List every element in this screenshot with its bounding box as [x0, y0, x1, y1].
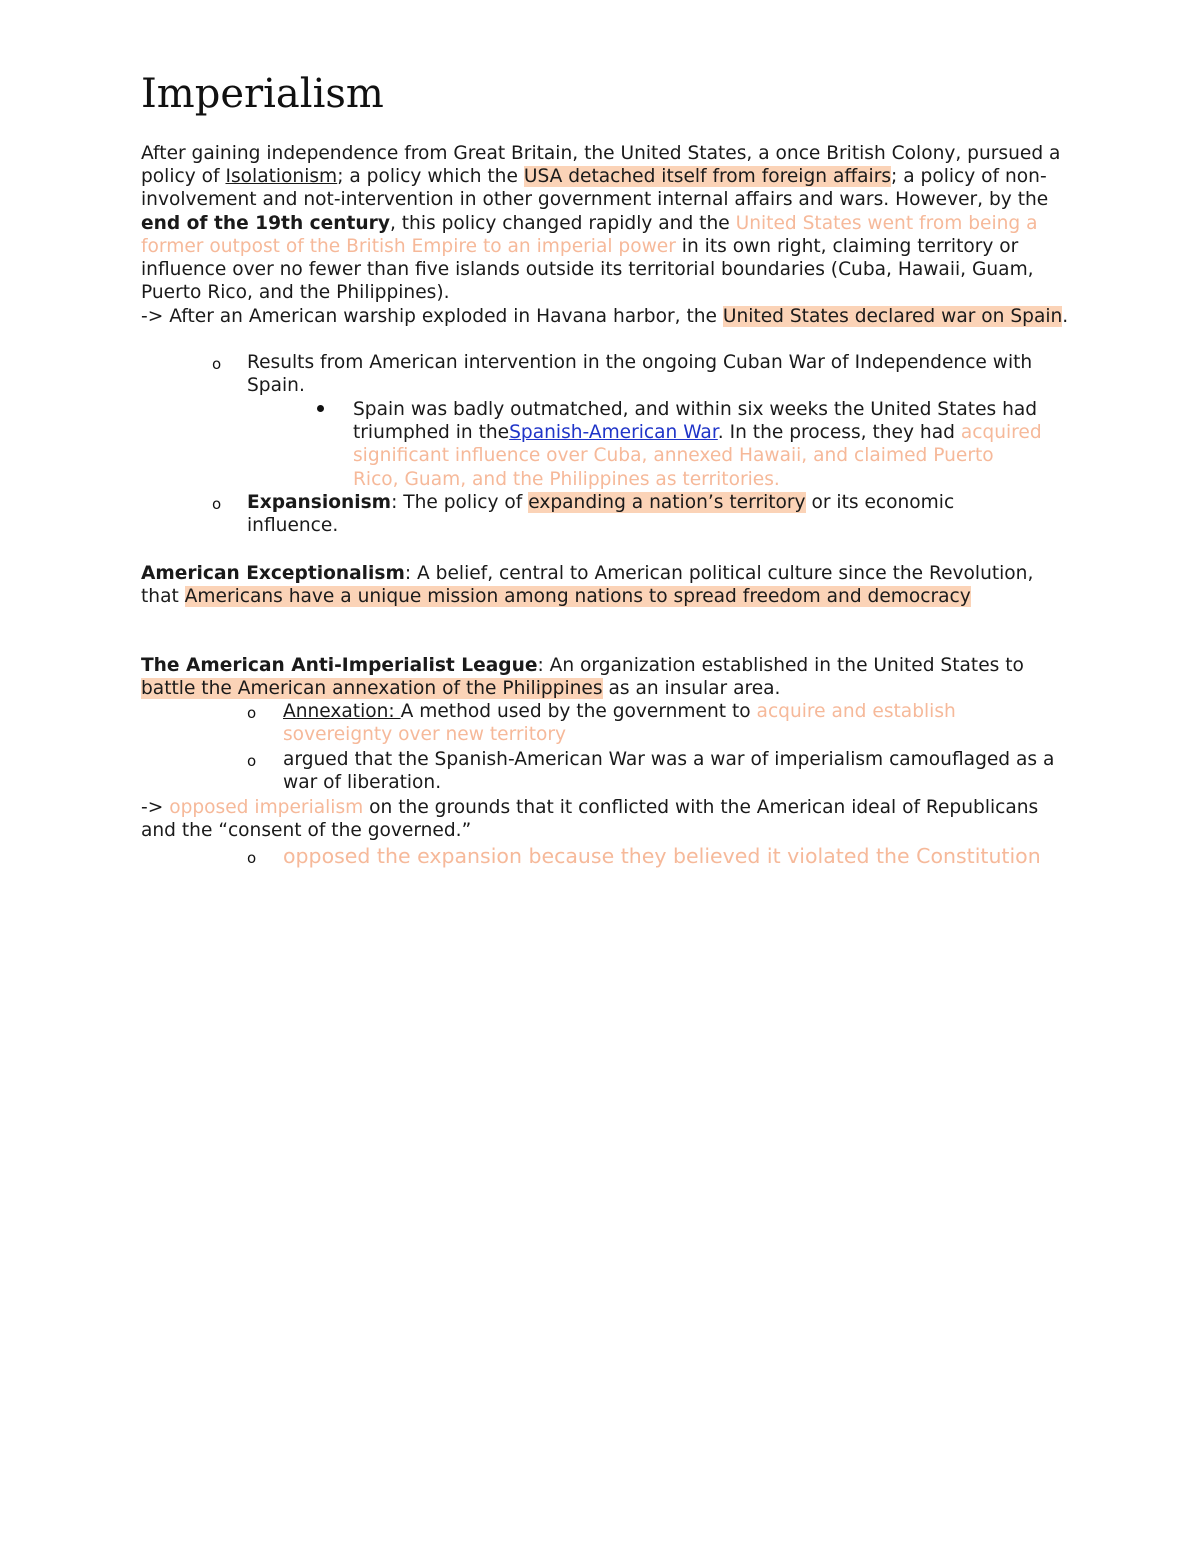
arrow-paragraph-warship: [141, 305, 1071, 328]
bullet-marker: o: [247, 849, 257, 867]
spanish-american-war-link[interactable]: Spanish-American War: [509, 422, 718, 444]
anti-imperialist-league-paragraph: [141, 654, 1066, 700]
text-run: A method used by the government to: [400, 701, 757, 722]
text-run: Spain was badly outmatched, and within six weeks the United States had triumphed in the: [353, 399, 1038, 444]
intro-paragraph: [141, 142, 1071, 304]
text-run: -> After an American warship exploded in Havana harbor, the: [141, 306, 723, 327]
bullet-marker: o: [247, 752, 257, 770]
highlight-battle-annexation: battle the American annexation of the Philippines: [141, 678, 603, 700]
peach-opposed-imperialism: opposed imperialism: [169, 797, 364, 818]
text-run: ; a policy which the: [337, 166, 524, 188]
arrow-paragraph-opposed: [141, 796, 1041, 842]
bullet-marker: o: [247, 704, 257, 722]
highlight-expanding-territory: expanding a nation’s territory: [528, 492, 806, 513]
text-run: . In the process, they had: [717, 422, 961, 444]
annexation-term: Annexation:: [283, 701, 401, 722]
bullet-expansionism: [247, 491, 1037, 537]
text-run: ; a policy of non-involvement and not-intervention in other government internal affairs and wars. However, by the: [141, 166, 1049, 211]
bullet-cuban-war: Results from American intervention in the ongoing Cuban War of Independence with Spain.: [247, 352, 1033, 397]
text-run: on the grounds that it conflicted with the American ideal of Republicans and the “consent of the governed.”: [141, 797, 1039, 842]
text-run: After gaining independence from Great Britain, the United States, a once British Colony, pursued a policy of: [141, 143, 1061, 188]
text-run: ->: [141, 797, 170, 818]
text-run: .: [1062, 306, 1069, 327]
text-run: in its own right, claiming territory or influence over no fewer than five islands outside its territorial boundaries (Cuba, Hawaii, Guam, Puerto Rico, and the Philippines).: [141, 235, 1034, 304]
text-run: or its economic influence.: [247, 492, 955, 537]
text-run: : The policy of: [391, 492, 529, 513]
bullet-argued-war: argued that the Spanish-American War was a war of imperialism camouflaged as a war of liberation.: [283, 749, 1055, 794]
highlight-declared-war: United States declared war on Spain: [722, 306, 1063, 327]
bullet-annexation: [283, 700, 1063, 746]
document-title: Imperialism: [141, 71, 384, 117]
expansionism-term: Expansionism: [247, 492, 392, 513]
peach-acquired-influence: acquired significant influence over Cuba, annexed Hawaii, and claimed Puerto Rico, Guam, and the Philippines as territories.: [353, 422, 1042, 490]
bullet-dot-icon: [317, 405, 324, 412]
bullet-marker: o: [212, 355, 222, 373]
peach-imperial-power: United States went from being a former outpost of the British Empire to an imperial power: [141, 212, 1038, 257]
bullet-marker: o: [212, 495, 222, 513]
text-run: : A belief, central to American political culture since the Revolution, that: [141, 563, 1034, 608]
bullet-opposed-expansion: opposed the expansion because they believed it violated the Constitution: [283, 844, 1041, 868]
american-exceptionalism-paragraph: [141, 562, 1041, 608]
text-run: as an insular area.: [602, 678, 781, 700]
sub-bullet-spain-outmatched: [353, 398, 1043, 491]
highlight-unique-mission: Americans have a unique mission among nations to spread freedom and democracy: [184, 586, 971, 608]
highlight-detached: USA detached itself from foreign affairs: [523, 166, 892, 188]
bold-19th-century: end of the 19th century: [141, 212, 390, 234]
text-run: : An organization established in the United States to: [537, 655, 1024, 676]
anti-imperialist-league-term: The American Anti-Imperialist League: [141, 655, 538, 676]
peach-acquire-sovereignty: acquire and establish sovereignty over new territory: [283, 701, 956, 746]
isolationism-term: Isolationism: [225, 166, 338, 188]
text-run: , this policy changed rapidly and the: [389, 212, 736, 234]
exceptionalism-term: American Exceptionalism: [141, 563, 405, 584]
